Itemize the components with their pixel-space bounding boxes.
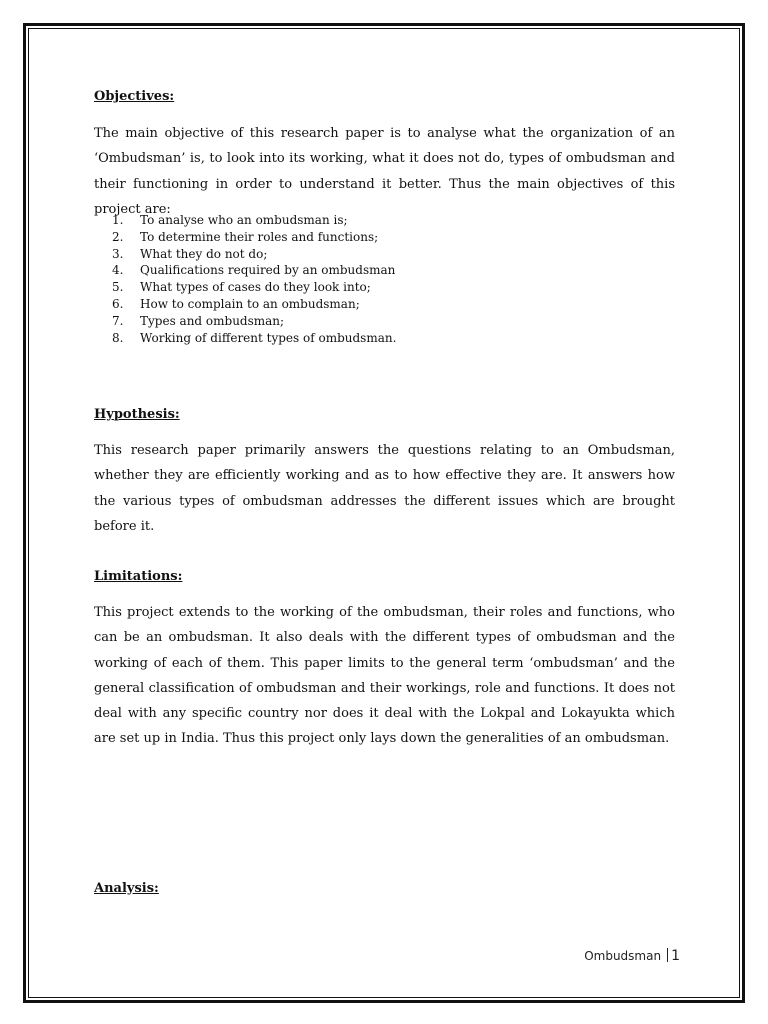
objective-item bbox=[112, 229, 396, 246]
objective-text: What they do not do; bbox=[140, 246, 268, 261]
limitations-heading: Limitations: bbox=[94, 569, 183, 584]
limitations-paragraph: This project extends to the working of the ombudsman, their roles and functions, who can be an ombudsman. It also deals with the different types of ombudsman and the working of each of them. This paper limits to the general term ‘ombudsman’ and the general classification of ombudsman and their workings, role and functions. It does not deal with any specific country nor does it deal with the Lokpal and Lokayukta which are set up in India. Thus this project only lays down the generalities of an ombudsman. bbox=[94, 605, 675, 747]
objective-number: 6. bbox=[112, 296, 124, 311]
objective-text: How to complain to an ombudsman; bbox=[140, 296, 360, 311]
objective-number: 5. bbox=[112, 280, 124, 295]
footer-label: Ombudsman bbox=[584, 949, 662, 963]
objective-text: What types of cases do they look into; bbox=[140, 280, 371, 295]
objective-item bbox=[112, 330, 396, 347]
analysis-heading: Analysis: bbox=[94, 881, 159, 896]
objective-item bbox=[112, 262, 396, 279]
objective-number: 1. bbox=[112, 213, 124, 227]
objectives-intro-paragraph: The main objective of this research paper is to analyse what the organization of an ‘Ombudsman’ is, to look into its working, what it does not do, types of ombudsman and their functioning in order to understand it better. Thus the main objectives of this project are: bbox=[94, 126, 675, 217]
objective-item bbox=[112, 212, 396, 229]
objectives-list bbox=[112, 212, 396, 346]
hypothesis-heading: Hypothesis: bbox=[94, 407, 180, 422]
objective-text: To analyse who an ombudsman is; bbox=[140, 213, 348, 227]
page-footer bbox=[548, 947, 680, 965]
objective-item bbox=[112, 246, 396, 263]
objective-text: To determine their roles and functions; bbox=[140, 229, 379, 244]
objective-number: 4. bbox=[112, 263, 124, 278]
objective-number: 7. bbox=[112, 313, 124, 328]
objective-number: 2. bbox=[112, 229, 124, 244]
objective-item bbox=[112, 313, 396, 330]
objective-text: Types and ombudsman; bbox=[140, 313, 285, 328]
objective-number: 3. bbox=[112, 246, 124, 261]
objective-text: Qualifications required by an ombudsman bbox=[140, 263, 396, 278]
objective-item bbox=[112, 296, 396, 313]
footer-separator bbox=[667, 948, 668, 962]
page-number: 1 bbox=[671, 948, 680, 964]
objective-number: 8. bbox=[112, 330, 124, 345]
objective-item bbox=[112, 279, 396, 296]
objective-text: Working of different types of ombudsman. bbox=[140, 330, 397, 345]
hypothesis-paragraph: This research paper primarily answers the questions relating to an Ombudsman, whether they are efficiently working and as to how effective they are. It answers how the various types of ombudsman addresses the different issues which are brought before it. bbox=[94, 443, 675, 534]
objectives-heading: Objectives: bbox=[94, 89, 175, 104]
